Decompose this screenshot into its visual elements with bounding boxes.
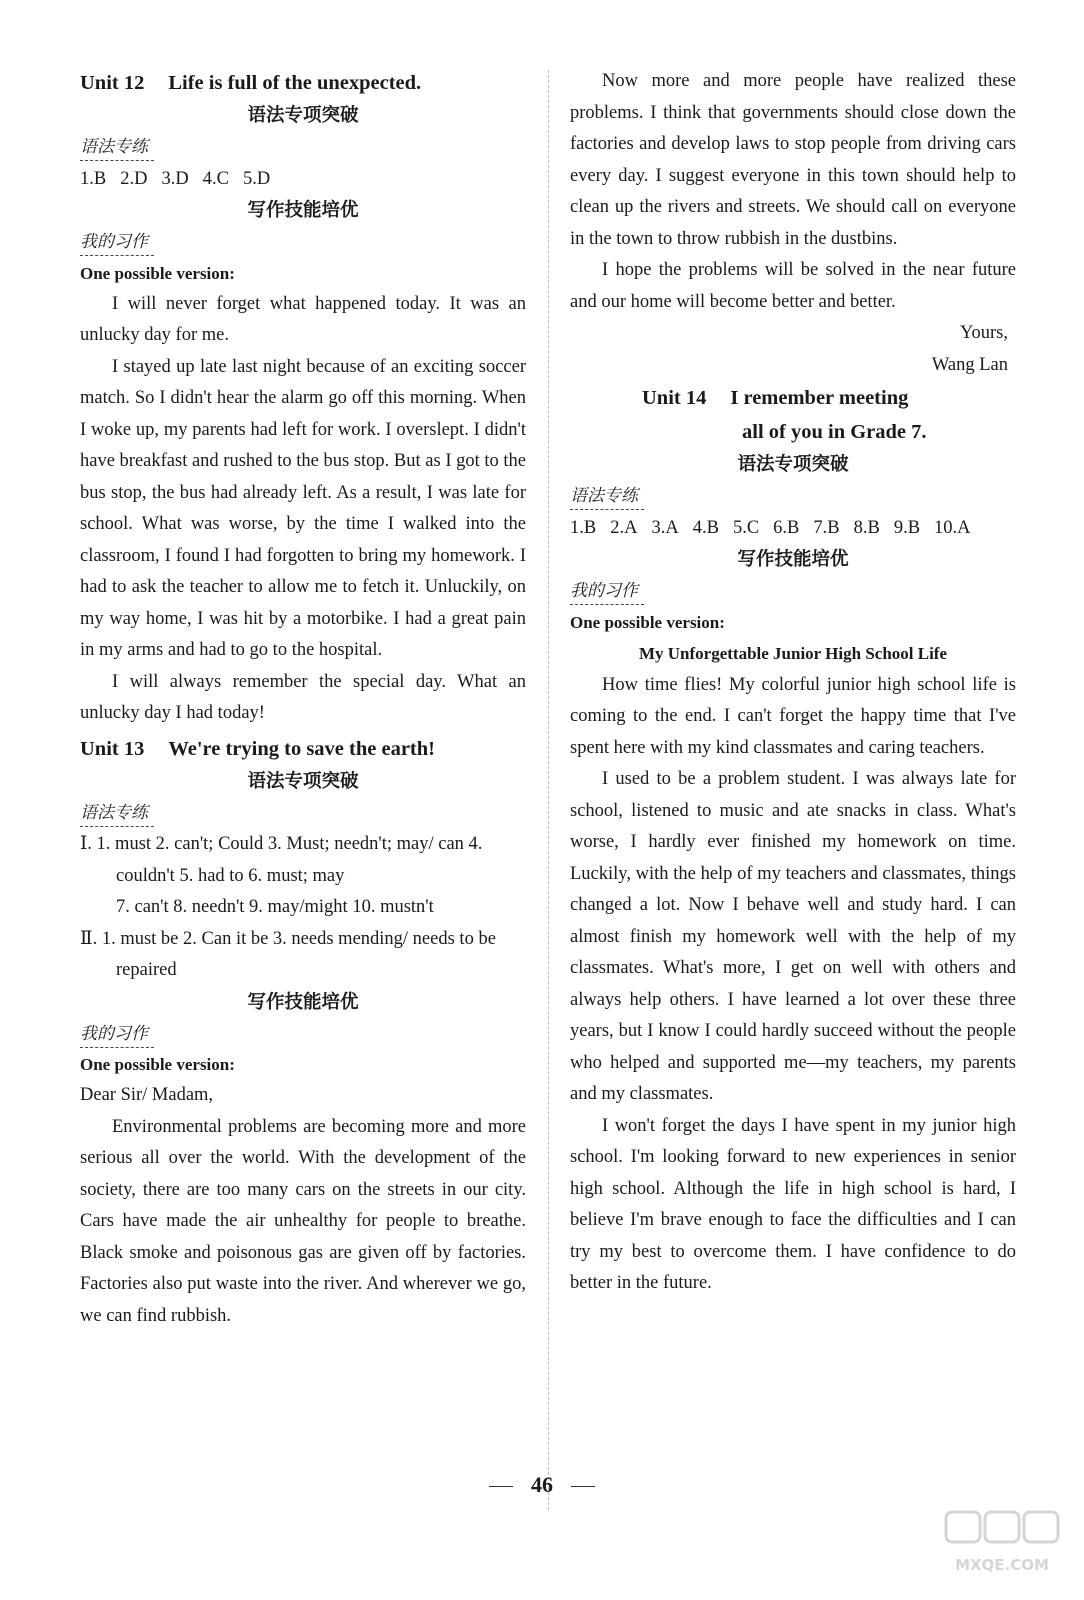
unit12-drill-tag: 语法专练 <box>80 134 154 161</box>
unit14-answers <box>570 513 1016 545</box>
watermark-logo <box>942 1508 1062 1578</box>
unit13-essay-tag: 我的习作 <box>80 1021 154 1048</box>
essay-title: My Unforgettable Junior High School Life <box>638 643 948 663</box>
paragraph: I hope the problems will be solved in the near future and our home will become better and better. <box>570 260 1016 312</box>
paragraph: I won't forget the days I have spent in my junior high school. I'm looking forward to new experiences in senior high school. Although the life in high school is hard, I believe I'm brave enough to face the difficulties and I can try my best to overcome them. I have confidence to do better in the future. <box>570 1115 1016 1293</box>
dash-decoration <box>571 1486 595 1487</box>
page-number: 46 <box>0 1472 1084 1498</box>
answer: 2.D <box>120 168 148 189</box>
answer: 4.B <box>692 517 719 538</box>
answer: 1.B <box>570 517 597 538</box>
paragraph: Environmental problems are becoming more and more serious all over the world. With the development of the society, there are too many cars on the streets in our city. Cars have made the air unhealthy for people to breathe. Black smoke and poisonous gas are given off by factories. Factories also put waste into the river. And wherever we go, we can find rubbish. <box>80 1116 526 1326</box>
answer: 8.B <box>853 517 880 538</box>
unit12-possible-version: One possible version: <box>80 263 235 283</box>
unit13-part1b: 7. can't 8. needn't 9. may/might 10. mustn't <box>116 897 434 917</box>
answer: 7.B <box>813 517 840 538</box>
unit14-drill-tag: 语法专练 <box>570 483 644 510</box>
left-column <box>80 66 526 1332</box>
answer: 2.A <box>610 517 638 538</box>
unit14-writing-head: 写作技能培优 <box>737 549 849 570</box>
unit13-possible-version: One possible version: <box>80 1055 235 1074</box>
answer: 3.A <box>651 517 679 538</box>
unit12-grammar-head: 语法专项突破 <box>247 105 359 126</box>
unit13-title: Unit 13 We're trying to save the earth! <box>80 737 435 760</box>
unit12-answers <box>80 164 526 196</box>
dash-decoration <box>489 1486 513 1487</box>
svg-text:MXQE.COM: MXQE.COM <box>955 1556 1049 1574</box>
paragraph: I used to be a problem student. I was always late for school, listened to music and ate snacks in class. What's worse, I hardly ever finished my homework on time. Luckily, with the help of my teachers and classmates, things changed a lot. Now I behave well and study hard. I can almost finish my homework well with the help of my classmates. What's more, I get on well with others and always help others. I have learned a lot over these three years, but I know I could hardly succeed without the people who helped and supported me—my teachers, my parents and my classmates. <box>570 769 1016 1104</box>
closing: Yours, <box>960 323 1008 343</box>
salutation: Dear Sir/ Madam, <box>80 1085 214 1105</box>
right-column <box>570 66 1016 1300</box>
unit13-writing-head: 写作技能培优 <box>247 991 359 1013</box>
answer: 1.B <box>80 168 107 189</box>
column-divider <box>548 70 549 1510</box>
unit14-essay-tag: 我的习作 <box>570 578 644 605</box>
unit14-possible-version: One possible version: <box>570 612 725 632</box>
answer: 6.B <box>773 517 800 538</box>
answer: 10.A <box>934 517 971 538</box>
answer: 4.C <box>202 168 229 189</box>
unit13-part1: Ⅰ. 1. must 2. can't; Could 3. Must; needn't; may/ can 4. couldn't 5. had to 6. must; may <box>80 834 483 886</box>
unit13-part2: Ⅱ. 1. must be 2. Can it be 3. needs mending/ needs to be repaired <box>80 928 496 980</box>
paragraph: I will never forget what happened today. It was an unlucky day for me. <box>80 293 526 345</box>
unit12-writing-head: 写作技能培优 <box>247 200 359 221</box>
signature: Wang Lan <box>931 354 1008 375</box>
answer: 9.B <box>893 517 921 538</box>
paragraph: I will always remember the special day. What an unlucky day I had today! <box>80 671 526 723</box>
unit12-title: Unit 12 Life is full of the unexpected. <box>80 72 422 94</box>
paragraph: I stayed up late last night because of an exciting soccer match. So I didn't hear the alarm go off this morning. When I woke up, my parents had left for work. I overslept. I didn't have breakfast and rushed to the bus stop. But as I got to the bus stop, the bus had already left. As a result, I was late for school. What was worse, by the time I walked into the classroom, I found I had forgotten to bring my homework. I had to ask the teacher to allow me to fetch it. Unluckily, on my way home, I was hit by a motorbike. I had a great pain in my arms and had to go to the hospital. <box>80 356 526 660</box>
unit13-grammar-head: 语法专项突破 <box>247 770 359 792</box>
answer: 3.D <box>161 168 189 189</box>
paragraph: How time flies! My colorful junior high school life is coming to the end. I can't forget the happy time that I've spent here with my kind classmates and caring teachers. <box>570 674 1016 758</box>
unit14-title: Unit 14 I remember meeting all of you in Grade 7. <box>642 387 927 443</box>
unit14-grammar-head: 语法专项突破 <box>737 454 849 475</box>
paragraph: Now more and more people have realized these problems. I think that governments should close down the factories and develop laws to stop people from driving cars every day. I suggest everyone in this town should help to clean up the rivers and streets. We should call on everyone in the town to throw rubbish in the dustbins. <box>570 71 1016 249</box>
unit12-essay-tag: 我的习作 <box>80 229 154 256</box>
unit13-drill-tag: 语法专练 <box>80 800 154 827</box>
answer: 5.D <box>242 168 271 189</box>
answer: 5.C <box>732 517 760 538</box>
